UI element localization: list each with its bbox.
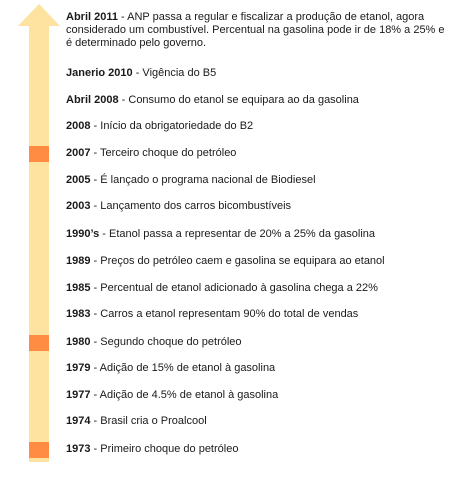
event-description: - Segundo choque do petróleo (90, 336, 242, 348)
event-description: - Terceiro choque do petróleo (90, 147, 237, 159)
timeline-event (66, 147, 446, 160)
timeline-event (66, 282, 446, 295)
event-description: - É lançado o programa nacional de Biodiesel (90, 174, 316, 186)
event-description: - Percentual de etanol adicionado à gasolina chega a 22% (90, 282, 378, 294)
event-description: - Etanol passa a representar de 20% a 25% da gasolina (99, 228, 376, 240)
timeline-event (66, 228, 446, 241)
event-year: Abril 2011 (66, 11, 118, 23)
event-year: 2008 (66, 120, 91, 132)
timeline-marker (29, 335, 49, 351)
timeline-event (66, 389, 446, 402)
event-description: - Início da obrigatoriedade do B2 (90, 120, 254, 132)
event-year: 1979 (66, 362, 91, 374)
event-year: Abril 2008 (66, 94, 119, 106)
event-year: 1989 (66, 255, 91, 267)
event-description: - Consumo do etanol se equipara ao da gasolina (118, 94, 359, 106)
timeline-event (66, 255, 446, 268)
timeline-event (66, 415, 446, 428)
timeline-event (66, 67, 446, 80)
timeline-marker (29, 442, 49, 458)
event-description: - Brasil cria o Proalcool (90, 415, 207, 427)
timeline-arrow (18, 4, 60, 462)
timeline-event (66, 308, 446, 321)
timeline-event (66, 200, 446, 213)
timeline-event (66, 174, 446, 187)
event-description: - Lançamento dos carros bicombustíveis (90, 200, 292, 212)
event-description: - Primeiro choque do petróleo (90, 443, 239, 455)
event-year: 2003 (66, 200, 91, 212)
event-description: - Adição de 4.5% de etanol à gasolina (90, 389, 279, 401)
timeline-event (66, 336, 446, 349)
event-year: 1983 (66, 308, 91, 320)
timeline-event (66, 362, 446, 375)
event-description: - Adição de 15% de etanol à gasolina (90, 362, 276, 374)
event-year: Janerio 2010 (66, 67, 133, 79)
timeline-event (66, 120, 446, 133)
event-year: 1974 (66, 415, 91, 427)
event-year: 2007 (66, 147, 91, 159)
event-year: 1980 (66, 336, 91, 348)
timeline-event (66, 11, 446, 50)
event-year: 1985 (66, 282, 91, 294)
timeline-marker (29, 146, 49, 162)
event-year: 1990’s (66, 228, 100, 240)
event-year: 2005 (66, 174, 91, 186)
timeline-event (66, 94, 446, 107)
timeline-event (66, 443, 446, 456)
event-description: - Preços do petróleo caem e gasolina se equipara ao etanol (90, 255, 385, 267)
event-description: - Carros a etanol representam 90% do total de vendas (90, 308, 359, 320)
arrow-shape (18, 4, 60, 462)
event-description: - Vigência do B5 (132, 67, 217, 79)
event-year: 1977 (66, 389, 91, 401)
event-description: - ANP passa a regular e fiscalizar a produção de etanol, agora considerado um combustível. Percentual na gasolina pode ir de 18% a 25% e é determinado pelo governo. (66, 11, 445, 49)
event-year: 1973 (66, 443, 91, 455)
